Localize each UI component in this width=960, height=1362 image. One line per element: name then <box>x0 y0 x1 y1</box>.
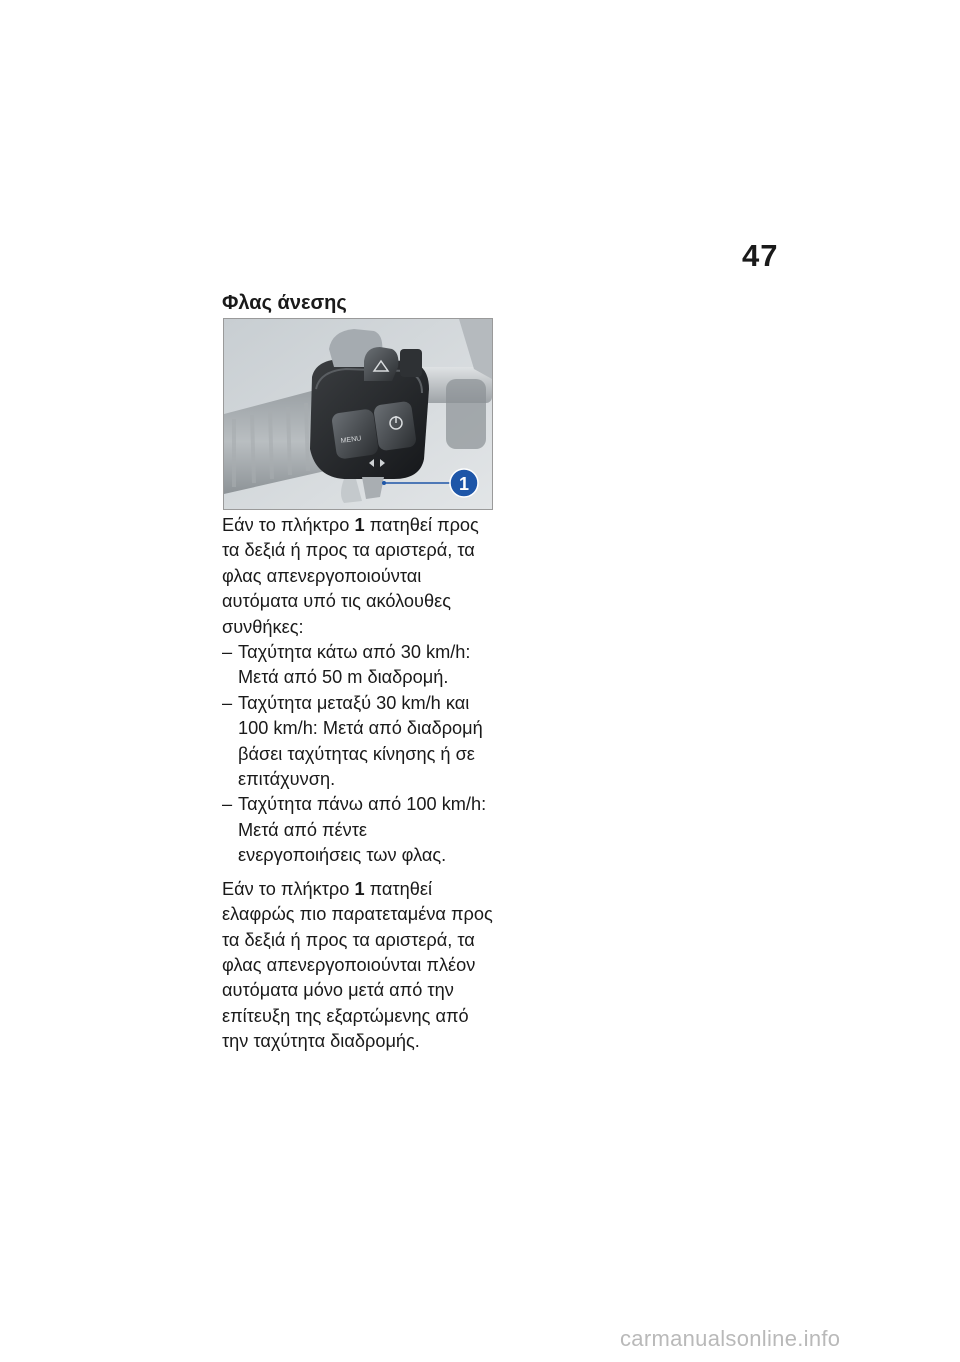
body-text <box>222 513 494 1055</box>
handlebar-switch-figure <box>223 318 493 510</box>
page-number: 47 <box>742 238 779 273</box>
handlebar-switch-illustration <box>224 319 492 509</box>
paragraph-1: Εάν το πλήκτρο 1 πατηθεί προς τα δεξιά ή προς τα αριστερά, τα φλας απενεργοποιούνται αυτόματα υπό τις ακόλουθες συνθήκες: <box>222 515 479 637</box>
list-item: – Ταχύτητα μεταξύ 30 km/h και 100 km/h: Μετά από διαδρομή βάσει ταχύτητας κίνησης ή σε επιτάχυνση. <box>222 692 483 790</box>
list-item: – Ταχύτητα πάνω από 100 km/h: Μετά από πέντε ενεργοποιήσεις των φλας. <box>222 794 487 866</box>
key-reference: 1 <box>354 515 365 535</box>
list-item: – Ταχύτητα κάτω από 30 km/h: Μετά από 50 m διαδρομή. <box>222 642 471 688</box>
footer-watermark: carmanualsonline.info <box>620 1326 841 1351</box>
section-title: Φλας άνεσης <box>222 292 347 314</box>
menu-button-label: MENU <box>340 435 362 445</box>
callout-number: 1 <box>458 474 470 494</box>
key-reference: 1 <box>354 878 365 899</box>
paragraph-2: Εάν το πλήκτρο 1 πατηθεί ελαφρώς πιο παρατεταμένα προς τα δεξιά ή προς τα αριστερά, τα φλας απενεργοποιούνται πλέον αυτόματα μόνο μετά από την επίτευξη της εξαρτώμενης από την ταχύτητα διαδρομής. <box>222 878 493 1052</box>
conditions-list <box>222 640 494 869</box>
